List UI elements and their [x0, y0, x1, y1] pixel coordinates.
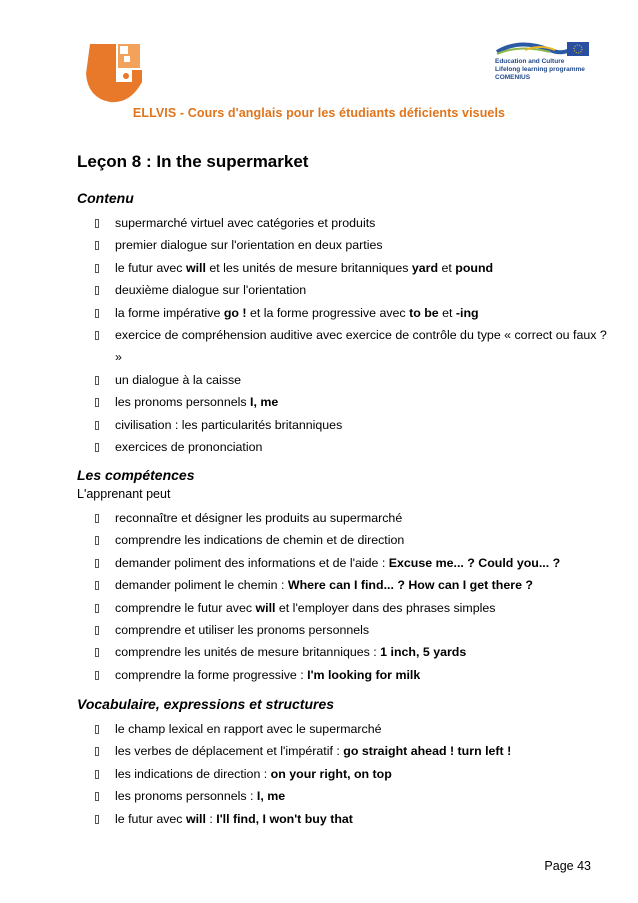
item-text: comprendre et utiliser les pronoms personnels	[115, 623, 370, 638]
bold-term: Excuse me... ? Could you... ?	[388, 555, 561, 570]
bullet-icon	[95, 241, 99, 250]
item-text: un dialogue à la caisse	[115, 372, 242, 387]
page-number: Page 43	[544, 859, 591, 873]
bullet-icon	[95, 747, 99, 756]
item-text: exercices de prononciation	[115, 440, 263, 455]
eu-line: Lifelong learning programme	[495, 66, 585, 73]
bullet-icon	[95, 671, 99, 680]
list-item	[77, 507, 607, 529]
list-item	[77, 529, 607, 551]
bullet-icon	[95, 514, 99, 523]
item-text: comprendre les unités de mesure britanniques :	[115, 645, 381, 660]
list-item	[77, 808, 607, 830]
ellvis-logo	[80, 38, 146, 104]
item-text: la forme impérative	[115, 305, 224, 320]
item-text: le champ lexical en rapport avec le supermarché	[115, 722, 382, 736]
bullet-icon	[95, 770, 99, 779]
item-text: comprendre la forme progressive :	[115, 667, 308, 682]
list-item	[77, 324, 607, 369]
bullet-icon	[95, 376, 99, 385]
bold-term: on your right, on top	[270, 766, 392, 781]
item-text: et	[438, 260, 456, 275]
section-title: Vocabulaire, expressions et structures	[77, 696, 335, 712]
item-text: les pronoms personnels	[115, 395, 250, 410]
item-text: comprendre les indications de chemin et de direction	[115, 533, 405, 548]
list-item	[77, 574, 607, 596]
section-title: Les compétences	[77, 467, 195, 483]
vocabulary-list	[77, 718, 607, 830]
bullet-icon	[95, 725, 99, 734]
list-item	[77, 597, 607, 619]
item-text: exercice de compréhension auditive avec exercice de contrôle du type « correct ou faux ? »	[115, 328, 607, 365]
bold-term: Where can I find... ? How can I get there ?	[287, 578, 533, 593]
section-contenu	[77, 190, 607, 458]
list-item	[77, 279, 607, 301]
content-list	[77, 212, 607, 458]
list-item	[77, 212, 607, 234]
item-text: le futur avec	[115, 260, 186, 275]
item-text: les pronoms personnels :	[115, 789, 257, 804]
item-text: civilisation : les particularités britanniques	[115, 417, 343, 432]
list-item	[77, 552, 607, 574]
item-text: et	[438, 305, 456, 320]
list-item	[77, 785, 607, 807]
list-item	[77, 234, 607, 256]
item-text: et la forme progressive avec	[246, 305, 410, 320]
bold-term: yard	[411, 260, 439, 275]
bold-term: I, me	[250, 395, 279, 410]
skills-list	[77, 507, 607, 686]
bullet-icon	[95, 443, 99, 452]
bold-term: to be	[409, 305, 439, 320]
item-text: demander poliment des informations et de l'aide :	[115, 555, 389, 570]
header-title: ELLVIS - Cours d'anglais pour les étudiants déficients visuels	[132, 106, 506, 120]
list-item	[77, 391, 607, 413]
item-text: les indications de direction :	[115, 766, 271, 781]
item-text: et les unités de mesure britanniques	[205, 260, 412, 275]
section-intro: L'apprenant peut	[77, 487, 171, 501]
bold-term: I'm looking for milk	[307, 667, 421, 682]
bullet-icon	[95, 648, 99, 657]
list-item	[77, 740, 607, 762]
bold-term: I, me	[256, 789, 286, 804]
item-text: demander poliment le chemin :	[115, 578, 288, 593]
bold-term: will	[255, 600, 276, 615]
section-vocabulaire	[77, 696, 607, 830]
bullet-icon	[95, 264, 99, 273]
bullet-icon	[95, 331, 99, 340]
list-item	[77, 763, 607, 785]
item-text: :	[205, 811, 217, 826]
item-text: deuxième dialogue sur l'orientation	[115, 283, 307, 298]
list-item	[77, 664, 607, 686]
list-item	[77, 619, 607, 641]
bold-term: pound	[455, 260, 494, 275]
bullet-icon	[95, 581, 99, 590]
section-title: Contenu	[77, 190, 134, 206]
item-text: comprendre le futur avec	[115, 600, 256, 615]
list-item	[77, 436, 607, 458]
item-text: le futur avec	[115, 811, 186, 826]
bold-term: will	[185, 260, 206, 275]
eu-line: Education and Culture	[495, 58, 565, 65]
list-item	[77, 369, 607, 391]
item-text: et l'employer dans des phrases simples	[275, 600, 496, 615]
item-text: supermarché virtuel avec catégories et produits	[115, 216, 376, 230]
bullet-icon	[95, 421, 99, 430]
bold-term: -ing	[455, 305, 479, 320]
bold-term: go !	[223, 305, 247, 320]
list-item	[77, 414, 607, 436]
bold-term: 1 inch, 5 yards	[380, 645, 467, 660]
item-text: premier dialogue sur l'orientation en deux parties	[115, 238, 383, 253]
item-text: les verbes de déplacement et l'impératif :	[115, 744, 344, 759]
list-item	[77, 302, 607, 324]
lesson-title: Leçon 8 : In the supermarket	[77, 152, 309, 171]
section-competences	[77, 467, 607, 686]
bold-term: will	[185, 811, 206, 826]
list-item	[77, 257, 607, 279]
bullet-icon	[95, 398, 99, 407]
eu-programme-text	[495, 58, 585, 82]
eu-line: COMENIUS	[495, 74, 531, 81]
list-item	[77, 718, 607, 740]
bullet-icon	[95, 559, 99, 568]
bullet-icon	[95, 792, 99, 801]
bold-term: I'll find, I won't buy that	[216, 811, 353, 826]
bullet-icon	[95, 309, 99, 318]
bullet-icon	[95, 604, 99, 613]
bullet-icon	[95, 626, 99, 635]
bullet-icon	[95, 219, 99, 228]
list-item	[77, 641, 607, 663]
bold-term: go straight ahead ! turn left !	[343, 744, 512, 759]
bullet-icon	[95, 536, 99, 545]
item-text: reconnaître et désigner les produits au supermarché	[115, 511, 403, 525]
bullet-icon	[95, 815, 99, 824]
bullet-icon	[95, 286, 99, 295]
